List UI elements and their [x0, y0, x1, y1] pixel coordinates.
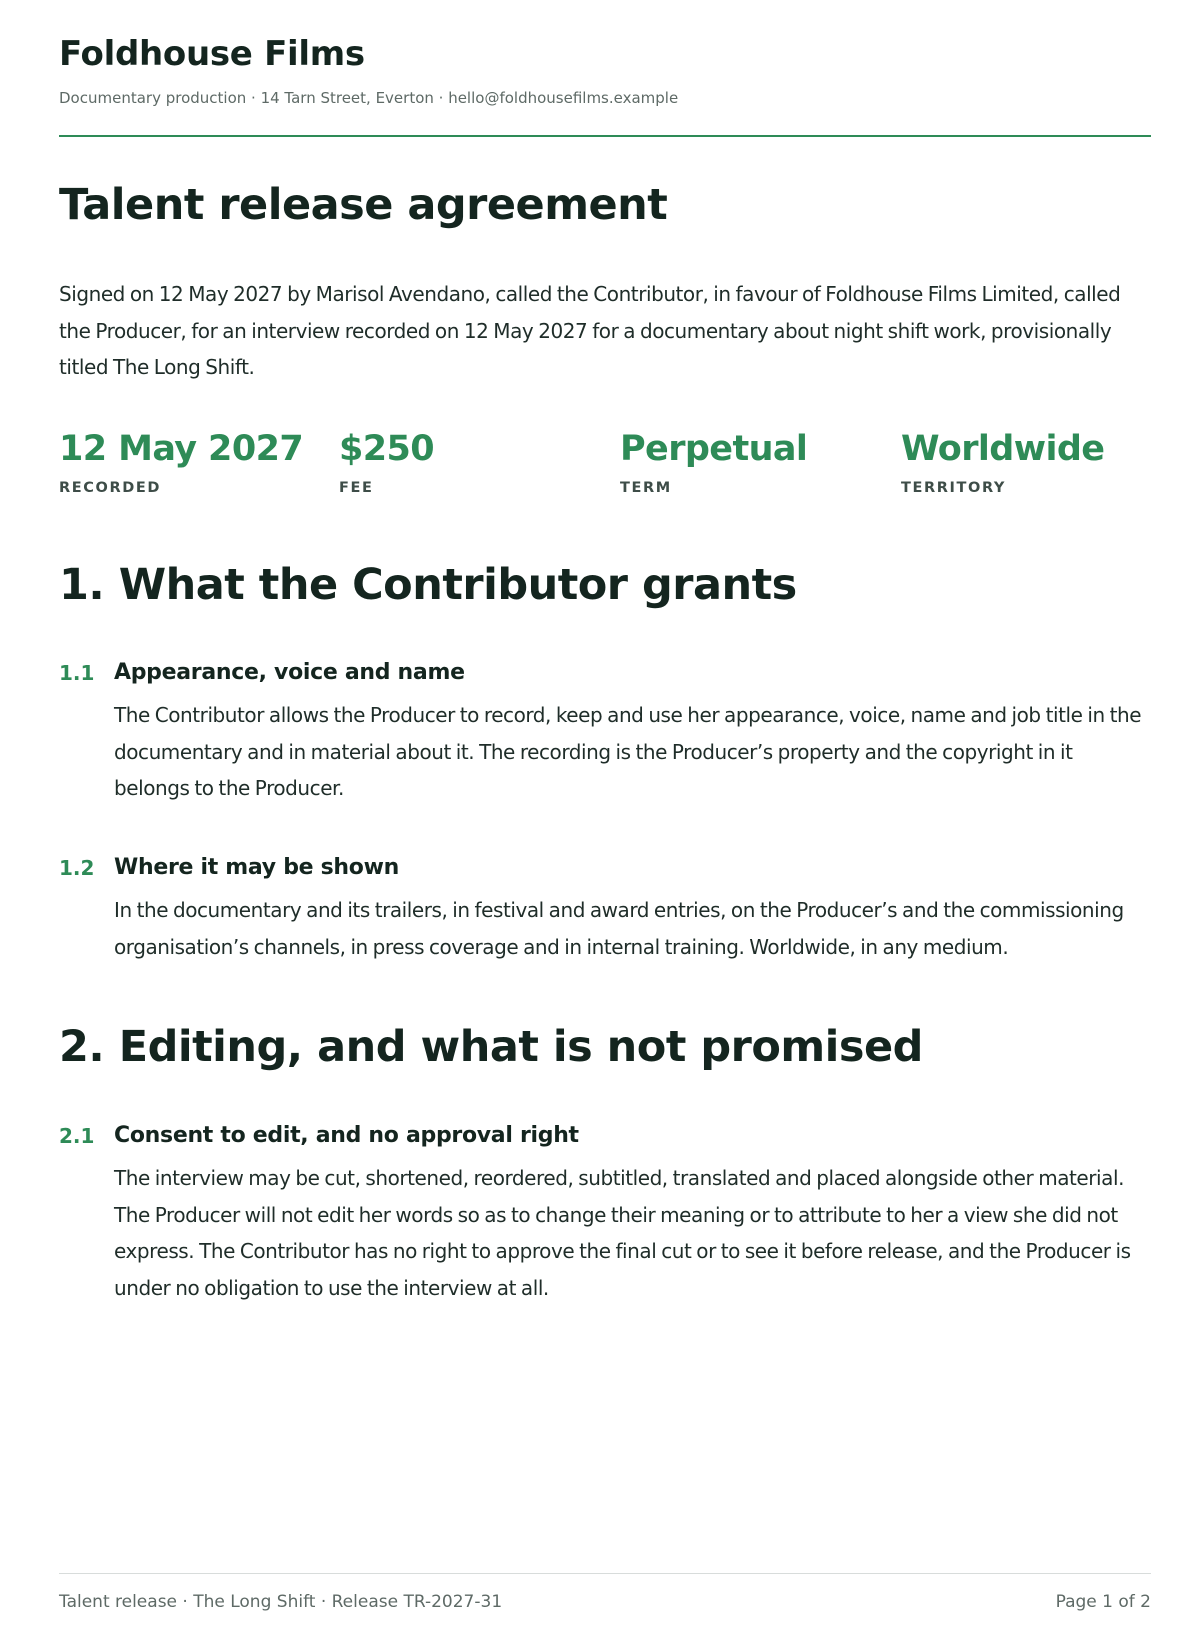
company-name: Foldhouse Films — [59, 34, 365, 74]
fact-value: Worldwide — [901, 429, 1105, 469]
fact-value: 12 May 2027 — [59, 429, 304, 469]
page-number: Page 1 of 2 — [1055, 1592, 1151, 1612]
clause-heading: Consent to edit, and no approval right — [114, 1123, 579, 1148]
clause-body: In the documentary and its trailers, in festival and award entries, on the Producer’s and the commissioning organisation’s channels, in press coverage and in internal training. Worldwide, in any medium. — [114, 898, 1124, 959]
fact-label: FEE — [339, 480, 374, 496]
header-divider — [59, 135, 1151, 137]
fact-value: $250 — [339, 429, 435, 469]
clause-heading: Appearance, voice and name — [114, 660, 465, 685]
clause-body: The interview may be cut, shortened, reordered, subtitled, translated and placed alongside other material. The Producer will not edit her words so as to change their meaning or to attribute to her a view she did not express. The Contributor has no right to approve the final cut or to see it before release, and the Producer is under no obligation to use the interview at all. — [114, 1166, 1131, 1300]
document-title: Talent release agreement — [59, 180, 668, 230]
document-page — [59, 0, 1151, 1639]
section-title-editing: 2. Editing, and what is not promised — [59, 1022, 923, 1072]
fact-value: Perpetual — [620, 429, 808, 469]
footer-divider — [59, 1573, 1151, 1574]
fact-fee — [339, 428, 434, 496]
clause-number: 2.1 — [59, 1124, 95, 1148]
fact-label: RECORDED — [59, 480, 161, 496]
fact-label: TERM — [620, 480, 672, 496]
fact-label: TERRITORY — [901, 480, 1007, 496]
section-title-grants: 1. What the Contributor grants — [59, 560, 797, 610]
footer-reference: Talent release · The Long Shift · Release TR-2027-31 — [59, 1592, 503, 1612]
clause-number: 1.1 — [59, 661, 95, 685]
fact-term — [620, 428, 807, 496]
company-contact-line: Documentary production · 14 Tarn Street, Everton · hello@foldhousefilms.example — [59, 89, 679, 107]
fact-territory — [901, 428, 1104, 496]
clause-number: 1.2 — [59, 856, 95, 880]
clause-heading: Where it may be shown — [114, 855, 399, 880]
intro-paragraph: Signed on 12 May 2027 by Marisol Avendano, called the Contributor, in favour of Foldhouse Films Limited, called the Producer, for an interview recorded on 12 May 2027 for a documentary about night shift work, provisionally titled The Long Shift. — [59, 282, 1121, 379]
fact-recorded — [59, 428, 303, 496]
clause-body: The Contributor allows the Producer to record, keep and use her appearance, voice, name and job title in the documentary and in material about it. The recording is the Producer’s property and the copyright in it belongs to the Producer. — [114, 703, 1142, 800]
